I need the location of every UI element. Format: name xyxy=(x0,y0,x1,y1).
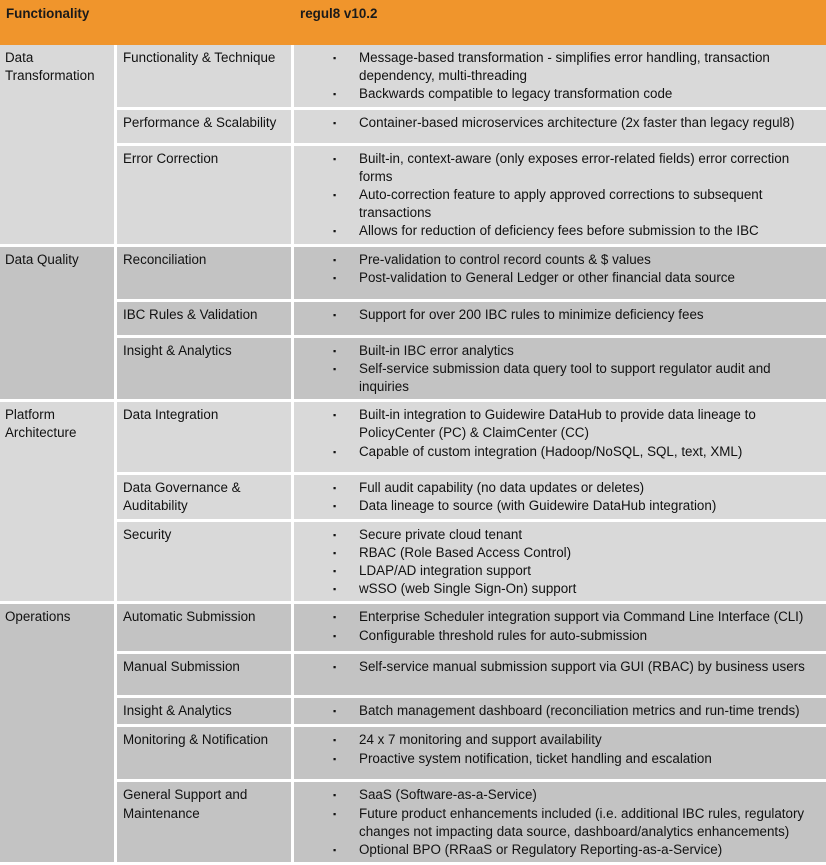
category-cell: Data Transformation xyxy=(0,45,117,247)
feature-list xyxy=(300,406,820,461)
feature-text: Configurable threshold rules for auto-submission xyxy=(359,627,648,643)
table-row xyxy=(0,146,826,247)
feature-points-cell xyxy=(294,302,826,338)
feature-list xyxy=(300,658,820,676)
list-item xyxy=(300,750,820,768)
bullet-icon: ▪ xyxy=(333,254,337,265)
feature-text: LDAP/AD integration support xyxy=(359,563,531,579)
subcategory-cell: Monitoring & Notification xyxy=(117,727,294,782)
bullet-icon: ▪ xyxy=(333,190,337,201)
list-item xyxy=(300,580,820,598)
bullet-icon: ▪ xyxy=(333,706,337,717)
feature-text: Container-based microservices architecture (2x faster than legacy regul8) xyxy=(359,114,795,130)
list-item xyxy=(300,49,820,85)
table-row xyxy=(0,475,826,521)
bullet-icon: ▪ xyxy=(333,345,337,356)
list-item xyxy=(300,306,820,324)
bullet-icon: ▪ xyxy=(333,309,337,320)
subcategory-cell: Insight & Analytics xyxy=(117,338,294,403)
list-item xyxy=(300,658,820,676)
list-item xyxy=(300,841,820,859)
list-item xyxy=(300,443,820,461)
list-item xyxy=(300,479,820,497)
table-row xyxy=(0,782,826,865)
list-item xyxy=(300,608,820,626)
feature-text: Post-validation to General Ledger or other financial data source xyxy=(359,269,735,285)
bullet-icon: ▪ xyxy=(333,584,337,595)
bullet-icon: ▪ xyxy=(333,529,337,540)
header-version: regul8 v10.2 xyxy=(294,0,826,45)
feature-points-cell xyxy=(294,654,826,698)
list-item xyxy=(300,251,820,269)
table-row xyxy=(0,522,826,605)
feature-text: Secure private cloud tenant xyxy=(359,526,523,542)
feature-text: Future product enhancements included (i.e. additional IBC rules, regulatory changes not impacting data source, dashboard/analytics enhancements) xyxy=(359,805,805,839)
feature-list xyxy=(300,786,820,859)
feature-text: Pre-validation to control record counts & $ values xyxy=(359,251,651,267)
feature-text: Full audit capability (no data updates or deletes) xyxy=(359,480,645,496)
subcategory-cell: Automatic Submission xyxy=(117,604,294,654)
feature-text: Capable of custom integration (Hadoop/NoSQL, SQL, text, XML) xyxy=(359,443,743,459)
bullet-icon: ▪ xyxy=(333,662,337,673)
feature-points-cell xyxy=(294,247,826,302)
feature-list xyxy=(300,731,820,767)
feature-text: Proactive system notification, ticket handling and escalation xyxy=(359,750,712,766)
feature-list xyxy=(300,306,820,324)
bullet-icon: ▪ xyxy=(333,566,337,577)
feature-points-cell xyxy=(294,338,826,403)
feature-points-cell xyxy=(294,45,826,110)
table-row xyxy=(0,247,826,302)
list-item xyxy=(300,406,820,442)
feature-text: Message-based transformation - simplifies error handling, transaction dependency, multi-threading xyxy=(359,50,770,84)
bullet-icon: ▪ xyxy=(333,790,337,801)
feature-points-cell xyxy=(294,698,826,727)
table-row xyxy=(0,338,826,403)
table-row xyxy=(0,604,826,654)
bullet-icon: ▪ xyxy=(333,483,337,494)
bullet-icon: ▪ xyxy=(333,845,337,856)
feature-text: Built-in IBC error analytics xyxy=(359,342,514,358)
bullet-icon: ▪ xyxy=(333,272,337,283)
feature-list xyxy=(300,114,820,132)
table-body xyxy=(0,45,826,865)
list-item xyxy=(300,786,820,804)
feature-text: Allows for reduction of deficiency fees before submission to the IBC xyxy=(359,223,759,239)
subcategory-cell: Performance & Scalability xyxy=(117,110,294,146)
feature-list xyxy=(300,342,820,397)
subcategory-cell: Data Integration xyxy=(117,402,294,475)
header-functionality: Functionality xyxy=(0,0,294,45)
bullet-icon: ▪ xyxy=(333,630,337,641)
feature-text: Auto-correction feature to apply approved corrections to subsequent transactions xyxy=(359,187,763,221)
feature-points-cell xyxy=(294,475,826,521)
feature-points-cell xyxy=(294,110,826,146)
table-row xyxy=(0,402,826,475)
feature-points-cell xyxy=(294,604,826,654)
feature-list xyxy=(300,702,820,720)
feature-text: Backwards compatible to legacy transformation code xyxy=(359,86,673,102)
subcategory-cell: Data Governance & Auditability xyxy=(117,475,294,521)
bullet-icon: ▪ xyxy=(333,501,337,512)
bullet-icon: ▪ xyxy=(333,808,337,819)
feature-text: Support for over 200 IBC rules to minimize deficiency fees xyxy=(359,306,704,322)
subcategory-cell: Reconciliation xyxy=(117,247,294,302)
subcategory-cell: Error Correction xyxy=(117,146,294,247)
list-item xyxy=(300,222,820,240)
feature-list xyxy=(300,251,820,287)
subcategory-cell: Security xyxy=(117,522,294,605)
bullet-icon: ▪ xyxy=(333,153,337,164)
list-item xyxy=(300,526,820,544)
list-item xyxy=(300,186,820,222)
feature-points-cell xyxy=(294,402,826,475)
list-item xyxy=(300,150,820,186)
list-item xyxy=(300,805,820,841)
bullet-icon: ▪ xyxy=(333,89,337,100)
feature-points-cell xyxy=(294,146,826,247)
feature-text: Batch management dashboard (reconciliation metrics and run-time trends) xyxy=(359,703,800,719)
feature-list xyxy=(300,608,820,644)
feature-text: Data lineage to source (with Guidewire DataHub integration) xyxy=(359,498,717,514)
list-item xyxy=(300,269,820,287)
category-cell: Operations xyxy=(0,604,117,865)
bullet-icon: ▪ xyxy=(333,735,337,746)
list-item xyxy=(300,360,820,396)
subcategory-cell: Insight & Analytics xyxy=(117,698,294,727)
feature-text: Built-in integration to Guidewire DataHub to provide data lineage to PolicyCenter (PC) & ClaimCenter (CC) xyxy=(359,407,756,441)
bullet-icon: ▪ xyxy=(333,446,337,457)
feature-text: Self-service submission data query tool to support regulator audit and inquiries xyxy=(359,360,771,395)
list-item xyxy=(300,544,820,562)
feature-list xyxy=(300,526,820,599)
feature-points-cell xyxy=(294,782,826,865)
feature-text: Optional BPO (RRaaS or Regulatory Reporting-as-a-Service) xyxy=(359,842,723,858)
subcategory-cell: Functionality & Technique xyxy=(117,45,294,110)
table-row xyxy=(0,110,826,146)
bullet-icon: ▪ xyxy=(333,410,337,421)
table-row xyxy=(0,698,826,727)
list-item xyxy=(300,562,820,580)
feature-text: Self-service manual submission support via GUI (RBAC) by business users xyxy=(359,659,805,675)
list-item xyxy=(300,702,820,720)
feature-list xyxy=(300,150,820,241)
feature-text: Enterprise Scheduler integration support via Command Line Interface (CLI) xyxy=(359,609,804,625)
bullet-icon: ▪ xyxy=(333,226,337,237)
bullet-icon: ▪ xyxy=(333,363,337,374)
table-row xyxy=(0,654,826,698)
list-item xyxy=(300,114,820,132)
list-item xyxy=(300,497,820,515)
list-item xyxy=(300,85,820,103)
list-item xyxy=(300,627,820,645)
feature-text: SaaS (Software-as-a-Service) xyxy=(359,787,537,803)
bullet-icon: ▪ xyxy=(333,753,337,764)
category-cell: Data Quality xyxy=(0,247,117,403)
category-cell: Platform Architecture xyxy=(0,402,117,604)
list-item xyxy=(300,731,820,749)
table-row xyxy=(0,302,826,338)
subcategory-cell: IBC Rules & Validation xyxy=(117,302,294,338)
feature-list xyxy=(300,49,820,104)
feature-list xyxy=(300,479,820,515)
bullet-icon: ▪ xyxy=(333,612,337,623)
subcategory-cell: Manual Submission xyxy=(117,654,294,698)
feature-text: wSSO (web Single Sign-On) support xyxy=(359,581,577,597)
table-row xyxy=(0,727,826,782)
feature-text: Built-in, context-aware (only exposes error-related fields) error correction forms xyxy=(359,150,790,184)
bullet-icon: ▪ xyxy=(333,53,337,63)
subcategory-cell: General Support and Maintenance xyxy=(117,782,294,865)
table-header-row xyxy=(0,0,826,45)
bullet-icon: ▪ xyxy=(333,117,337,128)
list-item xyxy=(300,342,820,360)
feature-points-cell xyxy=(294,727,826,782)
feature-points-cell xyxy=(294,522,826,605)
table-row xyxy=(0,45,826,110)
feature-text: RBAC (Role Based Access Control) xyxy=(359,544,572,560)
feature-text: 24 x 7 monitoring and support availability xyxy=(359,732,602,748)
bullet-icon: ▪ xyxy=(333,547,337,558)
